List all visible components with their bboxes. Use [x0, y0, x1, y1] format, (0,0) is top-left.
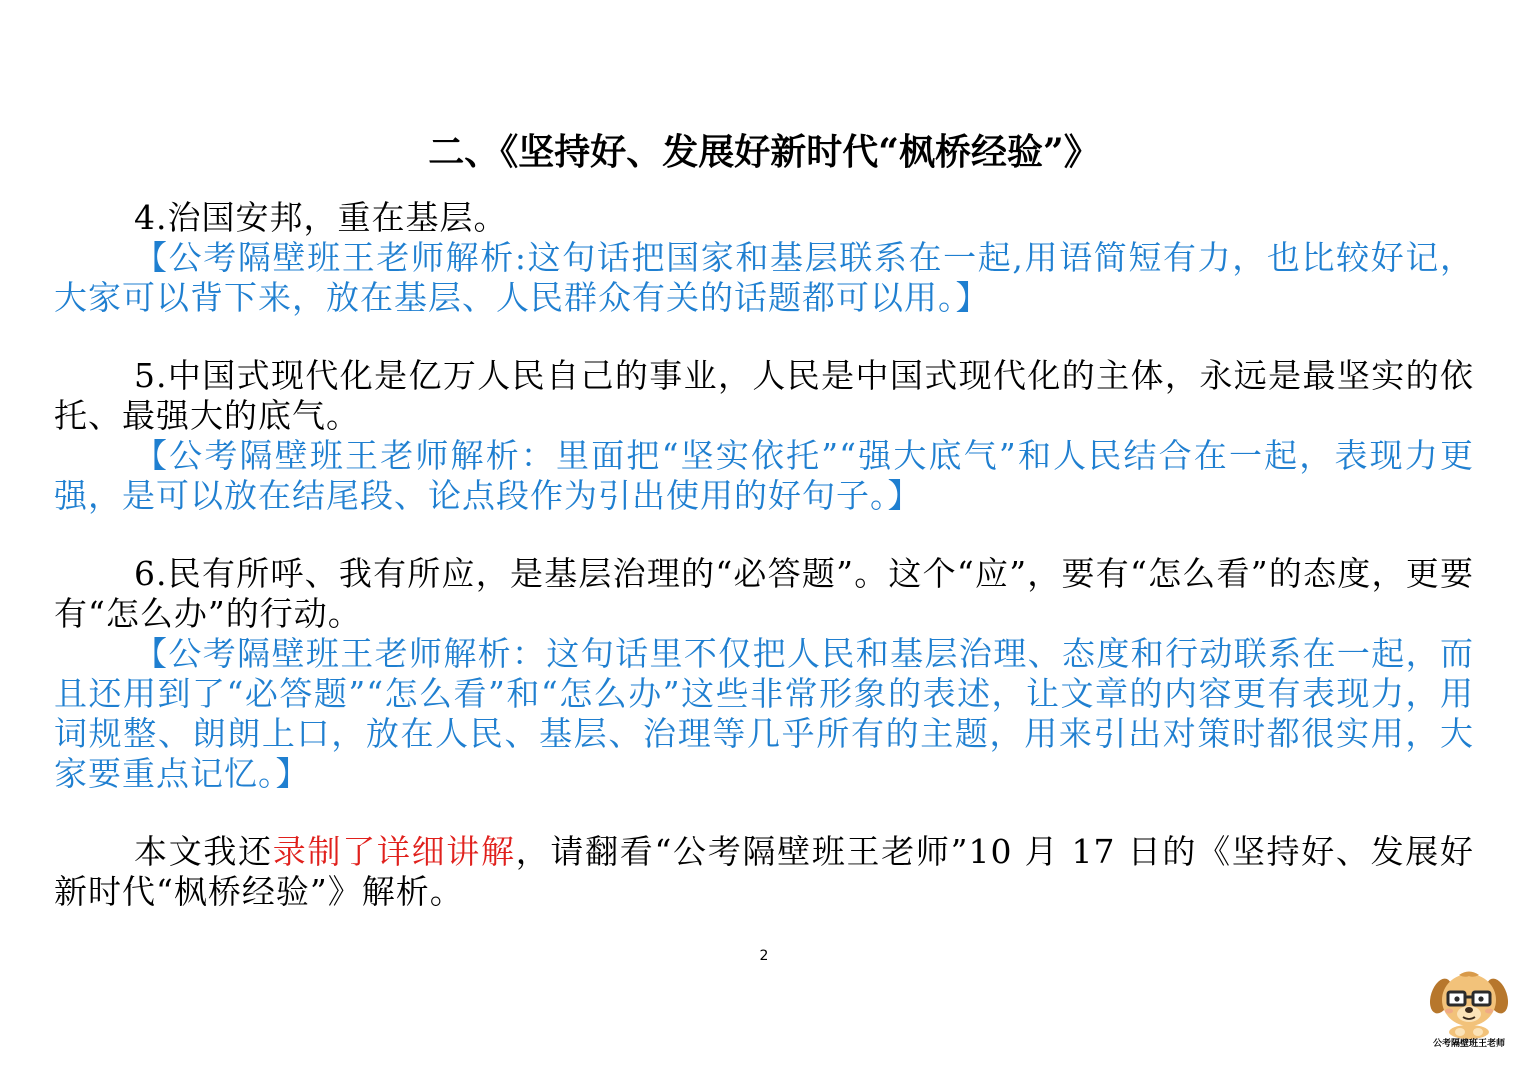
- paragraph-gap: [54, 318, 1474, 356]
- paragraph-gap: [54, 516, 1474, 554]
- paragraph-gap: [54, 794, 1474, 832]
- document-body: [54, 198, 1474, 912]
- closing-text-before: 本文我还: [134, 832, 273, 871]
- closing-highlight: 录制了详细讲解: [272, 832, 516, 871]
- closing-text-after: ，请翻看“公考隔壁班王老师”10 月 17 日的《坚持好、发展好新时代“枫桥经验”》解析。: [54, 832, 1475, 911]
- quote-item-6: 6.民有所呼、我有所应，是基层治理的“必答题”。这个“应”，要有“怎么看”的态度，更要有“怎么办”的行动。: [54, 554, 1474, 633]
- quote-item-4: 4.治国安邦，重在基层。: [134, 198, 508, 237]
- author-logo: [1414, 966, 1524, 1074]
- analysis-item-4: 【公考隔壁班王老师解析:这句话把国家和基层联系在一起,用语简短有力，也比较好记，大家可以背下来，放在基层、人民群众有关的话题都可以用。】: [54, 238, 1474, 317]
- page-number: 2: [759, 948, 769, 964]
- analysis-item-5: 【公考隔壁班王老师解析：里面把“坚实依托”“强大底气”和人民结合在一起，表现力更强，是可以放在结尾段、论点段作为引出使用的好句子。】: [54, 436, 1474, 515]
- cartoon-dog-with-glasses-icon: [1429, 966, 1509, 1040]
- logo-caption: 公考隔壁班王老师: [1432, 1039, 1505, 1049]
- closing-paragraph: [54, 832, 1474, 912]
- analysis-item-6: 【公考隔壁班王老师解析：这句话里不仅把人民和基层治理、态度和行动联系在一起，而且还用到了“必答题”“怎么看”和“怎么办”这些非常形象的表述，让文章的内容更有表现力，用词规整、朗朗上口，放在人民、基层、治理等几乎所有的主题，用来引出对策时都很实用，大家要重点记忆。】: [54, 634, 1474, 793]
- quote-item-5: 5.中国式现代化是亿万人民自己的事业，人民是中国式现代化的主体，永远是最坚实的依托、最强大的底气。: [54, 356, 1474, 435]
- page-title: 二、《坚持好、发展好新时代“枫桥经验”》: [428, 131, 1100, 173]
